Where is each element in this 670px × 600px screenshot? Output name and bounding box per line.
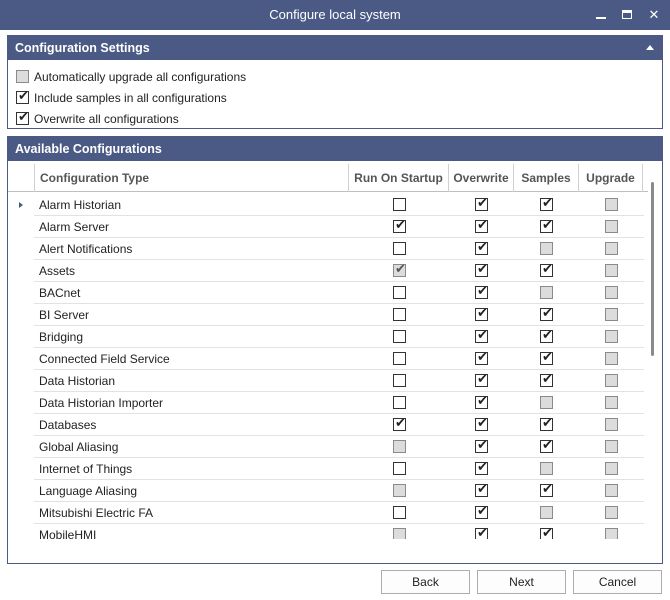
back-button[interactable]: Back <box>381 570 470 594</box>
run-on-startup-checkbox[interactable] <box>393 242 406 255</box>
table-row[interactable] <box>8 238 648 260</box>
checkmark-icon: ✔ <box>542 482 553 497</box>
checkmark-icon: ✔ <box>477 504 488 519</box>
samples-checkbox[interactable] <box>540 484 553 497</box>
samples-checkbox-cell <box>540 352 553 368</box>
upgrade-checkbox <box>605 396 618 409</box>
upgrade-checkbox <box>605 440 618 453</box>
checkmark-icon: ✔ <box>477 438 488 453</box>
run-on-startup-checkbox-cell <box>393 374 406 390</box>
upgrade-checkbox <box>605 198 618 211</box>
samples-checkbox-cell <box>540 418 553 434</box>
overwrite-checkbox-cell <box>475 506 488 522</box>
run-on-startup-checkbox-cell <box>393 330 406 346</box>
samples-checkbox-cell <box>540 286 553 302</box>
overwrite-checkbox[interactable] <box>475 242 488 255</box>
checkmark-icon: ✔ <box>477 394 488 409</box>
available-configurations-panel <box>7 136 663 564</box>
checkmark-icon: ✔ <box>542 218 553 233</box>
checkmark-icon: ✔ <box>18 110 29 125</box>
overwrite-checkbox-cell <box>475 396 488 412</box>
checkmark-icon: ✔ <box>477 350 488 365</box>
table-row[interactable] <box>8 480 648 502</box>
upgrade-checkbox-cell <box>605 506 618 522</box>
overwrite-checkbox[interactable] <box>475 198 488 211</box>
upgrade-checkbox-cell <box>605 330 618 346</box>
current-row-icon <box>19 202 23 208</box>
checkmark-icon: ✔ <box>542 328 553 343</box>
checkmark-icon: ✔ <box>477 526 488 539</box>
configuration-name: MobileHMI <box>39 528 97 539</box>
setting-checkbox[interactable] <box>16 91 29 104</box>
overwrite-checkbox[interactable] <box>475 396 488 409</box>
run-on-startup-checkbox[interactable] <box>393 286 406 299</box>
checkmark-icon: ✔ <box>477 416 488 431</box>
overwrite-checkbox-cell <box>475 330 488 346</box>
run-on-startup-checkbox[interactable] <box>393 220 406 233</box>
next-button[interactable]: Next <box>477 570 566 594</box>
checkmark-icon: ✔ <box>542 196 553 211</box>
samples-checkbox[interactable] <box>540 308 553 321</box>
table-row[interactable] <box>8 436 648 458</box>
samples-checkbox-cell <box>540 198 553 214</box>
upgrade-checkbox-cell <box>605 308 618 324</box>
overwrite-checkbox-cell <box>475 528 488 539</box>
run-on-startup-checkbox-cell <box>393 440 406 456</box>
setting-checkbox[interactable] <box>16 112 29 125</box>
configuration-name: Global Aliasing <box>39 440 119 454</box>
configuration-settings-panel <box>7 35 663 129</box>
table-row[interactable] <box>8 458 648 480</box>
configuration-name: Mitsubishi Electric FA <box>39 506 154 520</box>
run-on-startup-checkbox-cell <box>393 308 406 324</box>
configuration-name: Data Historian <box>39 374 116 388</box>
samples-checkbox-cell <box>540 330 553 346</box>
samples-checkbox-cell <box>540 506 553 522</box>
upgrade-checkbox-cell <box>605 352 618 368</box>
maximize-icon <box>622 10 632 19</box>
setting-label: Automatically upgrade all configurations <box>34 70 247 84</box>
samples-checkbox-cell <box>540 308 553 324</box>
samples-checkbox <box>540 506 553 519</box>
checkmark-icon: ✔ <box>395 218 406 233</box>
overwrite-checkbox-cell <box>475 286 488 302</box>
close-icon: ✕ <box>648 7 660 22</box>
run-on-startup-checkbox-cell <box>393 484 406 500</box>
upgrade-checkbox <box>605 484 618 497</box>
upgrade-checkbox-cell <box>605 484 618 500</box>
overwrite-checkbox[interactable] <box>475 264 488 277</box>
settings-options <box>8 60 662 129</box>
run-on-startup-checkbox <box>393 484 406 497</box>
upgrade-checkbox-cell <box>605 220 618 236</box>
overwrite-checkbox[interactable] <box>475 330 488 343</box>
checkmark-icon: ✔ <box>477 284 488 299</box>
overwrite-checkbox-cell <box>475 484 488 500</box>
configuration-name: Databases <box>39 418 97 432</box>
overwrite-checkbox-cell <box>475 220 488 236</box>
checkmark-icon: ✔ <box>395 262 406 277</box>
table-row[interactable] <box>8 326 648 348</box>
run-on-startup-checkbox-cell <box>393 462 406 478</box>
upgrade-checkbox-cell <box>605 198 618 214</box>
samples-checkbox[interactable] <box>540 418 553 431</box>
setting-label: Include samples in all configurations <box>34 91 227 105</box>
run-on-startup-checkbox[interactable] <box>393 198 406 211</box>
upgrade-checkbox <box>605 374 618 387</box>
setting-checkbox <box>16 70 29 83</box>
run-on-startup-checkbox-cell <box>393 418 406 434</box>
configuration-name: Language Aliasing <box>39 484 138 498</box>
window-title: Configure local system <box>269 7 401 22</box>
checkmark-icon: ✔ <box>542 372 553 387</box>
configuration-name: BI Server <box>39 308 90 322</box>
checkmark-icon: ✔ <box>477 196 488 211</box>
run-on-startup-checkbox-cell <box>393 506 406 522</box>
samples-checkbox-cell <box>540 528 553 539</box>
upgrade-checkbox-cell <box>605 396 618 412</box>
upgrade-checkbox <box>605 352 618 365</box>
overwrite-checkbox[interactable] <box>475 462 488 475</box>
checkmark-icon: ✔ <box>542 350 553 365</box>
samples-checkbox[interactable] <box>540 198 553 211</box>
run-on-startup-checkbox-cell <box>393 198 406 214</box>
checkmark-icon: ✔ <box>542 438 553 453</box>
checkmark-icon: ✔ <box>477 218 488 233</box>
minimize-button[interactable] <box>591 5 611 25</box>
table-row[interactable] <box>8 524 648 539</box>
overwrite-checkbox[interactable] <box>475 352 488 365</box>
run-on-startup-checkbox[interactable] <box>393 352 406 365</box>
samples-checkbox-cell <box>540 220 553 236</box>
overwrite-checkbox[interactable] <box>475 418 488 431</box>
overwrite-checkbox[interactable] <box>475 440 488 453</box>
cancel-button[interactable]: Cancel <box>573 570 662 594</box>
maximize-button[interactable] <box>617 5 637 25</box>
samples-checkbox <box>540 396 553 409</box>
configuration-name: Connected Field Service <box>39 352 170 366</box>
run-on-startup-checkbox-cell <box>393 286 406 302</box>
checkmark-icon: ✔ <box>542 306 553 321</box>
samples-checkbox-cell <box>540 484 553 500</box>
overwrite-checkbox-cell <box>475 418 488 434</box>
overwrite-checkbox[interactable] <box>475 506 488 519</box>
run-on-startup-checkbox-cell <box>393 264 406 280</box>
upgrade-checkbox <box>605 462 618 475</box>
setting-label: Overwrite all configurations <box>34 112 179 126</box>
samples-checkbox <box>540 286 553 299</box>
overwrite-checkbox-cell <box>475 352 488 368</box>
samples-checkbox[interactable] <box>540 528 553 539</box>
overwrite-checkbox-cell <box>475 242 488 258</box>
run-on-startup-checkbox[interactable] <box>393 396 406 409</box>
overwrite-checkbox[interactable] <box>475 286 488 299</box>
upgrade-checkbox-cell <box>605 528 618 539</box>
configuration-name: Alert Notifications <box>39 242 133 256</box>
setting-option[interactable] <box>8 87 662 108</box>
minimize-icon <box>596 17 606 19</box>
run-on-startup-checkbox <box>393 528 406 539</box>
checkmark-icon: ✔ <box>542 416 553 431</box>
column-header-upgrade[interactable]: Upgrade <box>578 164 643 192</box>
upgrade-checkbox <box>605 264 618 277</box>
samples-checkbox-cell <box>540 264 553 280</box>
configuration-settings-header[interactable] <box>8 36 662 60</box>
samples-checkbox-cell <box>540 462 553 478</box>
upgrade-checkbox <box>605 220 618 233</box>
run-on-startup-checkbox-cell <box>393 242 406 258</box>
upgrade-checkbox <box>605 506 618 519</box>
checkmark-icon: ✔ <box>477 328 488 343</box>
run-on-startup-checkbox[interactable] <box>393 308 406 321</box>
overwrite-checkbox-cell <box>475 198 488 214</box>
upgrade-checkbox <box>605 330 618 343</box>
samples-checkbox-cell <box>540 242 553 258</box>
configuration-name: Bridging <box>39 330 84 344</box>
run-on-startup-checkbox <box>393 440 406 453</box>
checkmark-icon: ✔ <box>477 306 488 321</box>
run-on-startup-checkbox[interactable] <box>393 462 406 475</box>
overwrite-checkbox-cell <box>475 308 488 324</box>
configurations-grid <box>8 161 648 539</box>
upgrade-checkbox <box>605 308 618 321</box>
table-row[interactable] <box>8 392 648 414</box>
table-row[interactable] <box>8 194 648 216</box>
setting-option[interactable] <box>8 108 662 129</box>
upgrade-checkbox <box>605 418 618 431</box>
samples-checkbox[interactable] <box>540 374 553 387</box>
setting-option[interactable] <box>8 66 662 87</box>
upgrade-checkbox-cell <box>605 374 618 390</box>
checkmark-icon: ✔ <box>477 482 488 497</box>
upgrade-checkbox <box>605 286 618 299</box>
run-on-startup-checkbox-cell <box>393 352 406 368</box>
checkmark-icon: ✔ <box>395 416 406 431</box>
grid-header <box>8 164 648 192</box>
upgrade-checkbox <box>605 242 618 255</box>
run-on-startup-checkbox-cell <box>393 396 406 412</box>
column-header-overwrite[interactable]: Overwrite <box>448 164 513 192</box>
checkmark-icon: ✔ <box>477 460 488 475</box>
column-header-samples[interactable]: Samples <box>513 164 578 192</box>
samples-checkbox[interactable] <box>540 352 553 365</box>
grid-rows <box>8 194 648 539</box>
overwrite-checkbox[interactable] <box>475 308 488 321</box>
samples-checkbox-cell <box>540 374 553 390</box>
upgrade-checkbox-cell <box>605 462 618 478</box>
upgrade-checkbox-cell <box>605 286 618 302</box>
overwrite-checkbox[interactable] <box>475 220 488 233</box>
upgrade-checkbox-cell <box>605 242 618 258</box>
configuration-name: Alarm Historian <box>39 198 122 212</box>
upgrade-checkbox-cell <box>605 418 618 434</box>
run-on-startup-checkbox[interactable] <box>393 418 406 431</box>
configuration-name: Data Historian Importer <box>39 396 164 410</box>
configuration-name: Internet of Things <box>39 462 133 476</box>
table-row[interactable] <box>8 216 648 238</box>
overwrite-checkbox[interactable] <box>475 484 488 497</box>
run-on-startup-checkbox-cell <box>393 220 406 236</box>
overwrite-checkbox[interactable] <box>475 374 488 387</box>
table-row[interactable] <box>8 414 648 436</box>
run-on-startup-checkbox[interactable] <box>393 330 406 343</box>
run-on-startup-checkbox[interactable] <box>393 374 406 387</box>
checkmark-icon: ✔ <box>542 526 553 539</box>
samples-checkbox[interactable] <box>540 440 553 453</box>
table-row[interactable] <box>8 304 648 326</box>
run-on-startup-checkbox-cell <box>393 528 406 539</box>
close-button[interactable] <box>644 5 664 25</box>
run-on-startup-checkbox <box>393 264 406 277</box>
configuration-name: Assets <box>39 264 76 278</box>
upgrade-checkbox-cell <box>605 264 618 280</box>
column-header-configuration-type[interactable]: Configuration Type <box>34 164 348 192</box>
available-configurations-header <box>8 137 662 161</box>
column-header-run-on-startup[interactable]: Run On Startup <box>348 164 448 192</box>
table-row[interactable] <box>8 282 648 304</box>
samples-checkbox[interactable] <box>540 220 553 233</box>
upgrade-checkbox-cell <box>605 440 618 456</box>
checkmark-icon: ✔ <box>18 89 29 104</box>
samples-checkbox-cell <box>540 396 553 412</box>
upgrade-checkbox <box>605 528 618 539</box>
overwrite-checkbox-cell <box>475 440 488 456</box>
samples-checkbox <box>540 462 553 475</box>
samples-checkbox <box>540 242 553 255</box>
run-on-startup-checkbox[interactable] <box>393 506 406 519</box>
checkmark-icon: ✔ <box>477 262 488 277</box>
table-row[interactable] <box>8 348 648 370</box>
samples-checkbox[interactable] <box>540 264 553 277</box>
checkmark-icon: ✔ <box>477 240 488 255</box>
overwrite-checkbox-cell <box>475 374 488 390</box>
title-bar <box>0 0 670 30</box>
configuration-settings-title: Configuration Settings <box>15 41 150 55</box>
table-row[interactable] <box>8 370 648 392</box>
overwrite-checkbox-cell <box>475 462 488 478</box>
configuration-name: BACnet <box>39 286 81 300</box>
vertical-scrollbar[interactable] <box>651 182 654 356</box>
overwrite-checkbox[interactable] <box>475 528 488 539</box>
table-row[interactable] <box>8 502 648 524</box>
checkmark-icon: ✔ <box>477 372 488 387</box>
configuration-name: Alarm Server <box>39 220 110 234</box>
overwrite-checkbox-cell <box>475 264 488 280</box>
available-configurations-title: Available Configurations <box>15 142 162 156</box>
samples-checkbox-cell <box>540 440 553 456</box>
samples-checkbox[interactable] <box>540 330 553 343</box>
checkmark-icon: ✔ <box>542 262 553 277</box>
table-row[interactable] <box>8 260 648 282</box>
chevron-up-icon[interactable] <box>646 45 654 50</box>
